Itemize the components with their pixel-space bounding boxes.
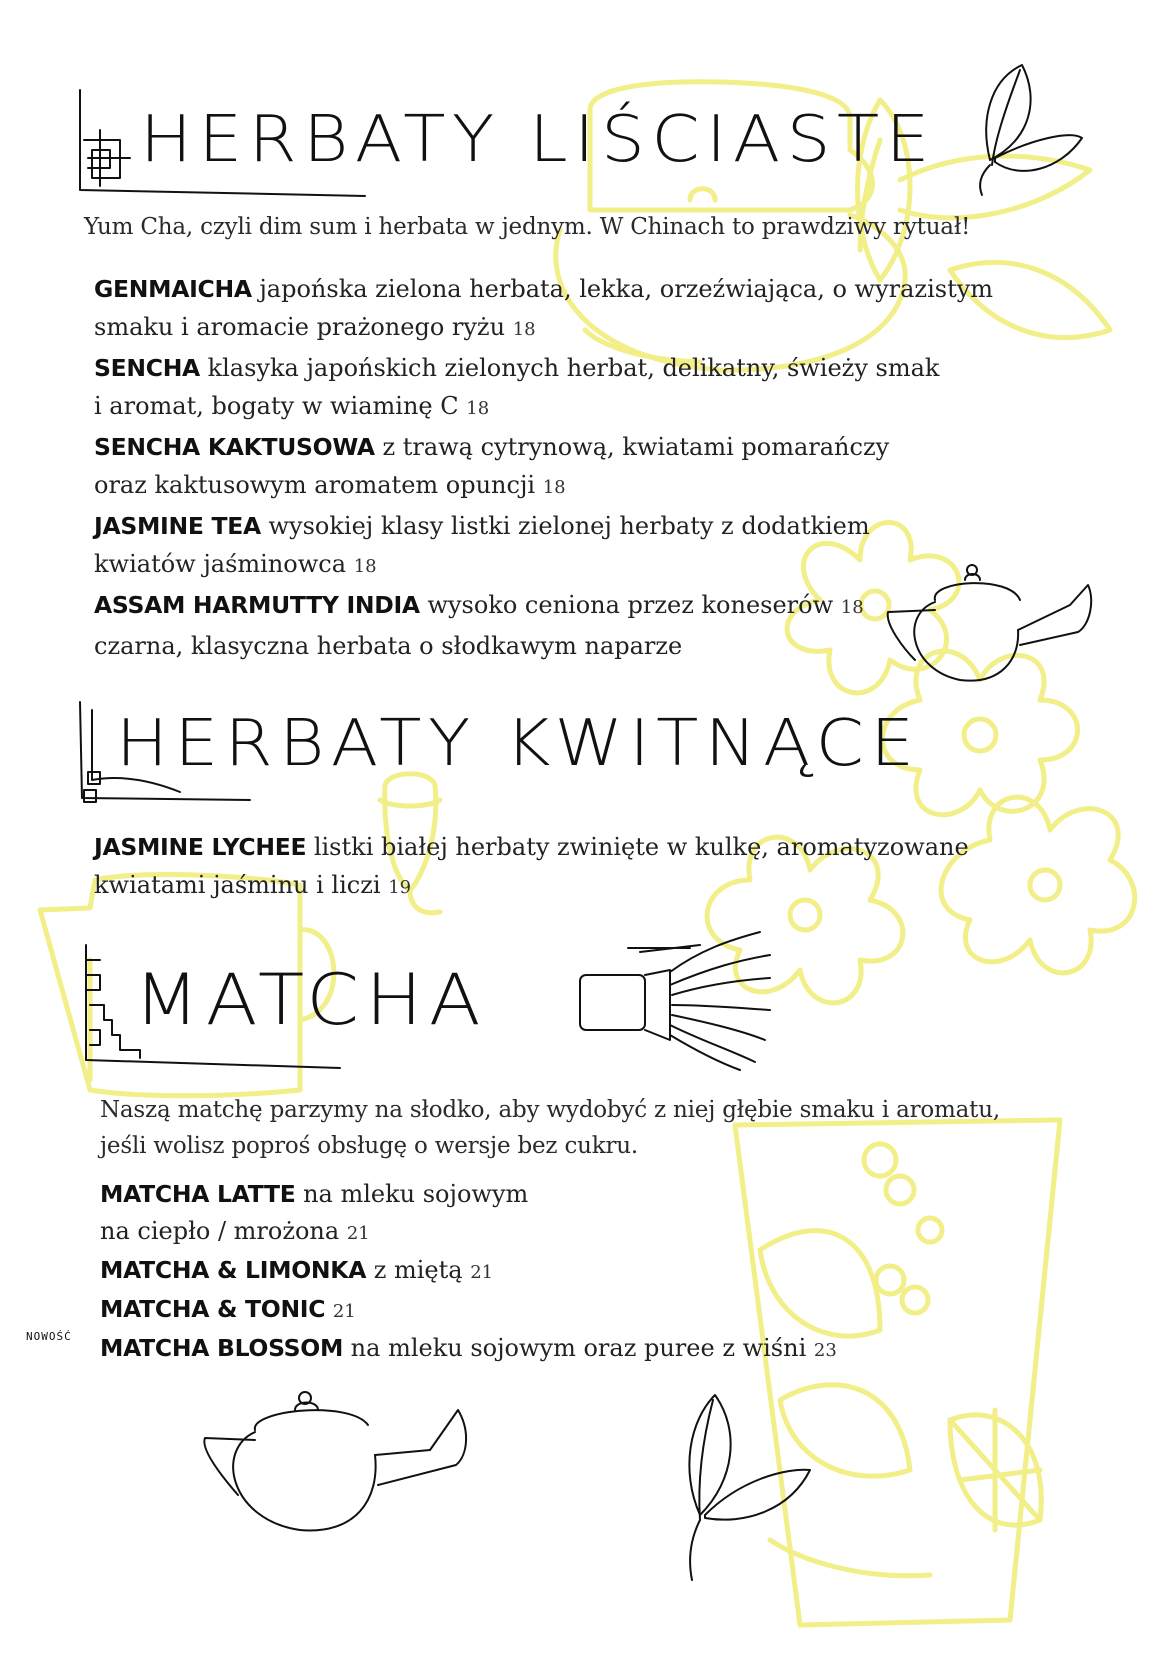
menu-item-description: na mleku sojowym [295, 1180, 529, 1208]
menu-item-description: i aromat, bogaty w wiaminę C [94, 392, 459, 420]
menu-item-description: japońska zielona herbata, lekka, orzeźwiająca, o wyrazistym [251, 275, 994, 303]
menu-item-name: MATCHA BLOSSOM [100, 1334, 344, 1362]
menu-list-matcha [100, 1176, 837, 1369]
menu-item-name: MATCHA LATTE [100, 1180, 296, 1208]
menu-item-price: 21 [346, 1223, 370, 1244]
menu-item-price: 21 [332, 1301, 356, 1322]
menu-item-price: 18 [542, 477, 566, 498]
tea-leaf-icon [980, 65, 1082, 195]
menu-item [94, 586, 993, 665]
menu-item-description: kwiatami jaśminu i liczi [94, 871, 381, 899]
menu-item-description: z trawą cytrynową, kwiatami pomarańczy [374, 433, 890, 461]
section-title-lisciaste: HERBATY LIŚCIASTE [140, 103, 936, 177]
new-badge: NOWOŚĆ [26, 1330, 72, 1343]
menu-item-name: JASMINE LYCHEE [94, 833, 307, 861]
menu-item [94, 828, 969, 907]
menu-item-description: kwiatów jaśminowca [94, 550, 347, 578]
menu-item [94, 428, 993, 507]
menu-item [94, 270, 993, 349]
menu-item-price: 23 [813, 1340, 837, 1361]
menu-item-name: SENCHA [94, 354, 200, 382]
menu-item-name: JASMINE TEA [94, 512, 261, 540]
menu-item-description: smaku i aromacie prażonego ryżu [94, 313, 506, 341]
intro-line: Naszą matchę parzymy na słodko, aby wydobyć z niej głębie smaku i aromatu, [100, 1097, 1000, 1123]
intro-line: jeśli wolisz poproś obsługę o wersje bez cukru. [100, 1133, 639, 1159]
menu-item [100, 1252, 837, 1291]
menu-item-price: 18 [840, 597, 864, 618]
menu-item-name: SENCHA KAKTUSOWA [94, 433, 375, 461]
section-intro-matcha [100, 1092, 1000, 1164]
menu-item-price: 18 [466, 398, 490, 419]
menu-item-price: 19 [388, 877, 412, 898]
menu-item [94, 507, 993, 586]
section-title-matcha: MATCHA [134, 959, 488, 1041]
menu-list-lisciaste [94, 270, 993, 665]
matcha-whisk-icon [580, 932, 770, 1070]
menu-item-name: MATCHA & LIMONKA [100, 1256, 367, 1284]
menu-item-description: oraz kaktusowym aromatem opuncji [94, 471, 536, 499]
section-title-kwitnace: HERBATY KWITNĄCE [116, 707, 921, 781]
menu-item [100, 1291, 837, 1330]
menu-item-name: MATCHA & TONIC [100, 1295, 326, 1323]
menu-item-description: na ciepło / mrożona [100, 1217, 340, 1245]
menu-item [100, 1330, 837, 1369]
menu-item-description: na mleku sojowym oraz puree z wiśni [343, 1334, 807, 1362]
menu-list-kwitnace [94, 828, 969, 907]
menu-item-name: ASSAM HARMUTTY INDIA [94, 591, 420, 619]
section-intro-lisciaste: Yum Cha, czyli dim sum i herbata w jednym. W Chinach to prawdziwy rytuał! [84, 214, 971, 240]
menu-item-description: wysokiej klasy listki zielonej herbaty z dodatkiem [260, 512, 870, 540]
menu-item-price: 18 [512, 319, 536, 340]
menu-item-description: czarna, klasyczna herbata o słodkawym naparze [94, 632, 683, 660]
menu-item-description: klasyka japońskich zielonych herbat, delikatny, świeży smak [199, 354, 940, 382]
menu-item-description: wysoko ceniona przez koneserów [419, 591, 834, 619]
teapot-bottom-icon [204, 1392, 466, 1530]
menu-item [100, 1176, 837, 1252]
menu-item [94, 349, 993, 428]
menu-item-name: GENMAICHA [94, 275, 252, 303]
menu-item-description: listki białej herbaty zwinięte w kulkę, aromatyzowane [306, 833, 969, 861]
menu-item-price: 21 [470, 1262, 494, 1283]
menu-item-description: z miętą [366, 1256, 463, 1284]
menu-item-price: 18 [353, 556, 377, 577]
